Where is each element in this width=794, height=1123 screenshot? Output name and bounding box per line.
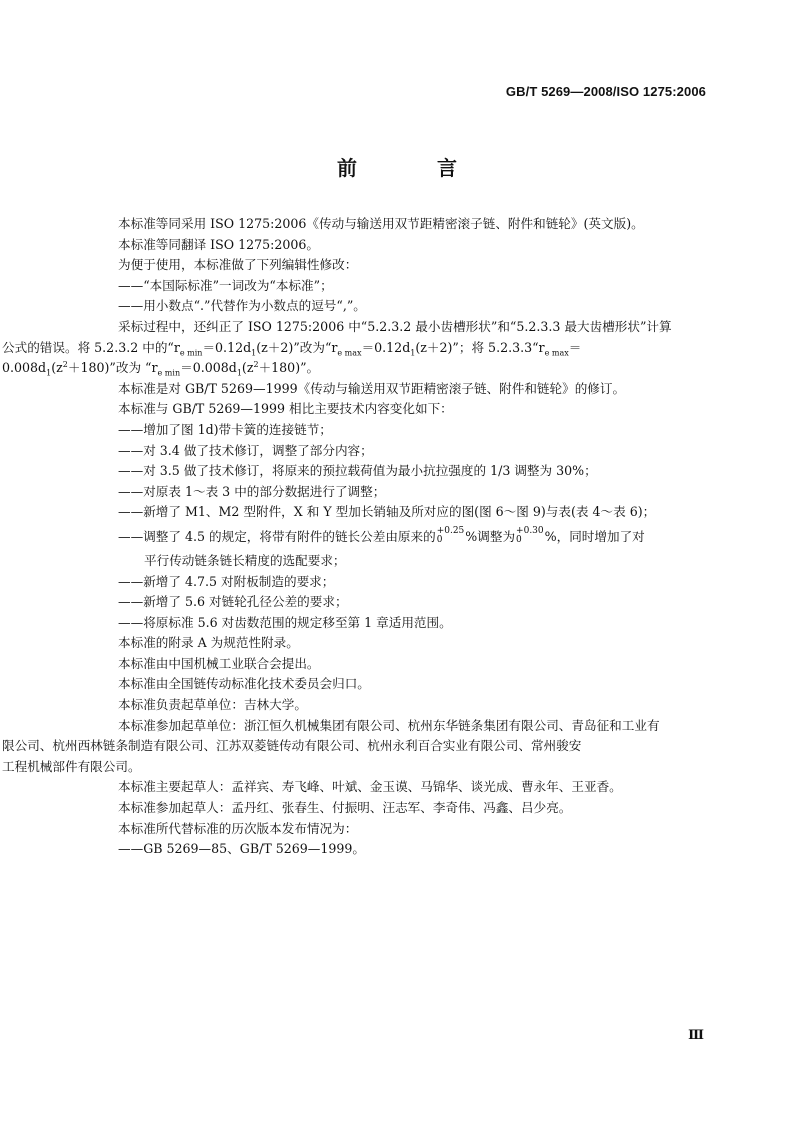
list-item: ——新增了 5.6 对链轮孔径公差的要求； — [118, 594, 348, 610]
subscript: e min — [179, 348, 203, 358]
subscript: 1 — [236, 368, 242, 378]
subscript: 1 — [410, 348, 416, 358]
text-run: 0.008d — [2, 360, 47, 376]
text-run: ＝0.008d — [180, 360, 237, 376]
list-item: ——用小数点“.”代替作为小数点的逗号“,”。 — [118, 298, 366, 314]
text-run: ——调整了 4.5 的规定，将带有附件的链长公差由原来的 — [118, 528, 436, 544]
paragraph: 为便于使用，本标准做了下列编辑性修改： — [118, 257, 358, 273]
paragraph: 本标准是对 GB/T 5269—1999《传动与输送用双节距精密滚子链、附件和链轮》的修订。 — [118, 380, 626, 396]
list-item: ——对原表 1～表 3 中的部分数据进行了调整； — [118, 483, 386, 499]
text-run: %调整为 — [465, 528, 516, 544]
paragraph: 采标过程中，还纠正了 ISO 1275:2006 中“5.2.3.2 最小齿槽形状”和“5.2.3.3 最大齿槽形状”计算 — [118, 318, 672, 334]
paragraph: 本标准参加起草人：孟丹红、张春生、付振明、汪志军、李奇伟、冯鑫、吕少亮。 — [118, 800, 572, 816]
list-item: ——“本国际标准”一词改为“本标准”； — [118, 277, 333, 293]
text-run: 公式的错误。将 5.2.3.2 中的“r — [2, 339, 180, 355]
subscript: e max — [337, 348, 362, 358]
page-title: 前 言 — [337, 156, 487, 180]
superscript: 2 — [62, 359, 68, 369]
subscript: 1 — [251, 348, 257, 358]
text-run: (z＋2)”；将 5.2.3.3“r — [415, 339, 545, 355]
tolerance-2 — [516, 527, 544, 545]
paragraph-continuation — [2, 338, 708, 359]
paragraph: 本标准参加起草单位：浙江恒久机械集团有限公司、杭州东华链条集团有限公司、青岛征和工业有 — [118, 717, 660, 733]
list-item: ——GB 5269—85、GB/T 5269—1999。 — [118, 841, 366, 857]
text-run: (z — [241, 360, 254, 376]
paragraph: 本标准由全国链传动标准化技术委员会归口。 — [118, 676, 370, 692]
subscript: 1 — [46, 368, 52, 378]
list-item-continuation: 平行传动链条链长精度的选配要求； — [144, 552, 346, 568]
text-run: (z＋2)”改为“r — [256, 339, 338, 355]
paragraph: 本标准负责起草单位：吉林大学。 — [118, 697, 307, 713]
tolerance-upper: +0.25 — [436, 526, 465, 537]
paragraph: 本标准主要起草人：孟祥宾、寿飞峰、叶斌、金玉谟、马锦华、谈光成、曹永年、王亚香。 — [118, 779, 622, 795]
standard-code: GB/T 5269—2008/ISO 1275:2006 — [505, 84, 706, 99]
text-run: ＋180)”改为 “r — [67, 360, 158, 376]
text-run: ＝ — [568, 339, 582, 355]
list-item: ——对 3.4 做了技术修订，调整了部分内容； — [118, 442, 373, 458]
paragraph: 本标准等同翻译 ISO 1275:2006。 — [118, 236, 320, 252]
paragraph-continuation — [2, 358, 708, 379]
paragraph: 本标准由中国机械工业联合会提出。 — [118, 655, 320, 671]
tolerance-upper: +0.30 — [516, 526, 544, 537]
page-number: Ⅲ — [688, 1028, 704, 1043]
paragraph: 本标准所代替标准的历次版本发布情况为： — [118, 820, 358, 836]
subscript: e min — [157, 368, 181, 378]
list-item: ——新增了 4.7.5 对附板制造的要求； — [118, 573, 335, 589]
tolerance-1 — [437, 527, 465, 545]
list-item: ——将原标准 5.6 对齿数范围的规定移至第 1 章适用范围。 — [118, 614, 452, 630]
list-item: ——增加了图 1d)带卡簧的连接链节； — [118, 421, 332, 437]
text-run: (z — [51, 360, 63, 376]
paragraph-continuation: 工程机械部件有限公司。 — [2, 758, 141, 774]
tolerance-lower: 0 — [516, 535, 522, 546]
text-run: %，同时增加了对 — [544, 528, 645, 544]
foreword-body — [2, 214, 708, 860]
superscript: 2 — [253, 359, 259, 369]
text-run: ＝0.12d — [361, 339, 411, 355]
list-item: ——对 3.5 做了技术修订，将原来的预拉载荷值为最小抗拉强度的 1/3 调整为 30%； — [118, 463, 597, 479]
list-item: ——新增了 M1、M2 型附件，X 和 Y 型加长销轴及所对应的图(图 6～图 9)与表(表 4～表 6)； — [118, 504, 656, 520]
list-item — [118, 525, 708, 549]
paragraph: 本标准等同采用 ISO 1275:2006《传动与输送用双节距精密滚子链、附件和链轮》(英文版)。 — [118, 216, 644, 231]
tolerance-lower: 0 — [436, 535, 443, 546]
paragraph: 本标准与 GB/T 5269—1999 相比主要技术内容变化如下： — [118, 401, 453, 417]
paragraph-continuation: 限公司、杭州西林链条制造有限公司、江苏双菱链传动有限公司、杭州永利百合实业有限公司、常州骏安 — [2, 738, 582, 754]
text-run: ＋180)”。 — [258, 360, 320, 376]
subscript: e max — [544, 348, 569, 358]
paragraph: 本标准的附录 A 为规范性附录。 — [118, 635, 299, 651]
text-run: ＝0.12d — [202, 339, 252, 355]
